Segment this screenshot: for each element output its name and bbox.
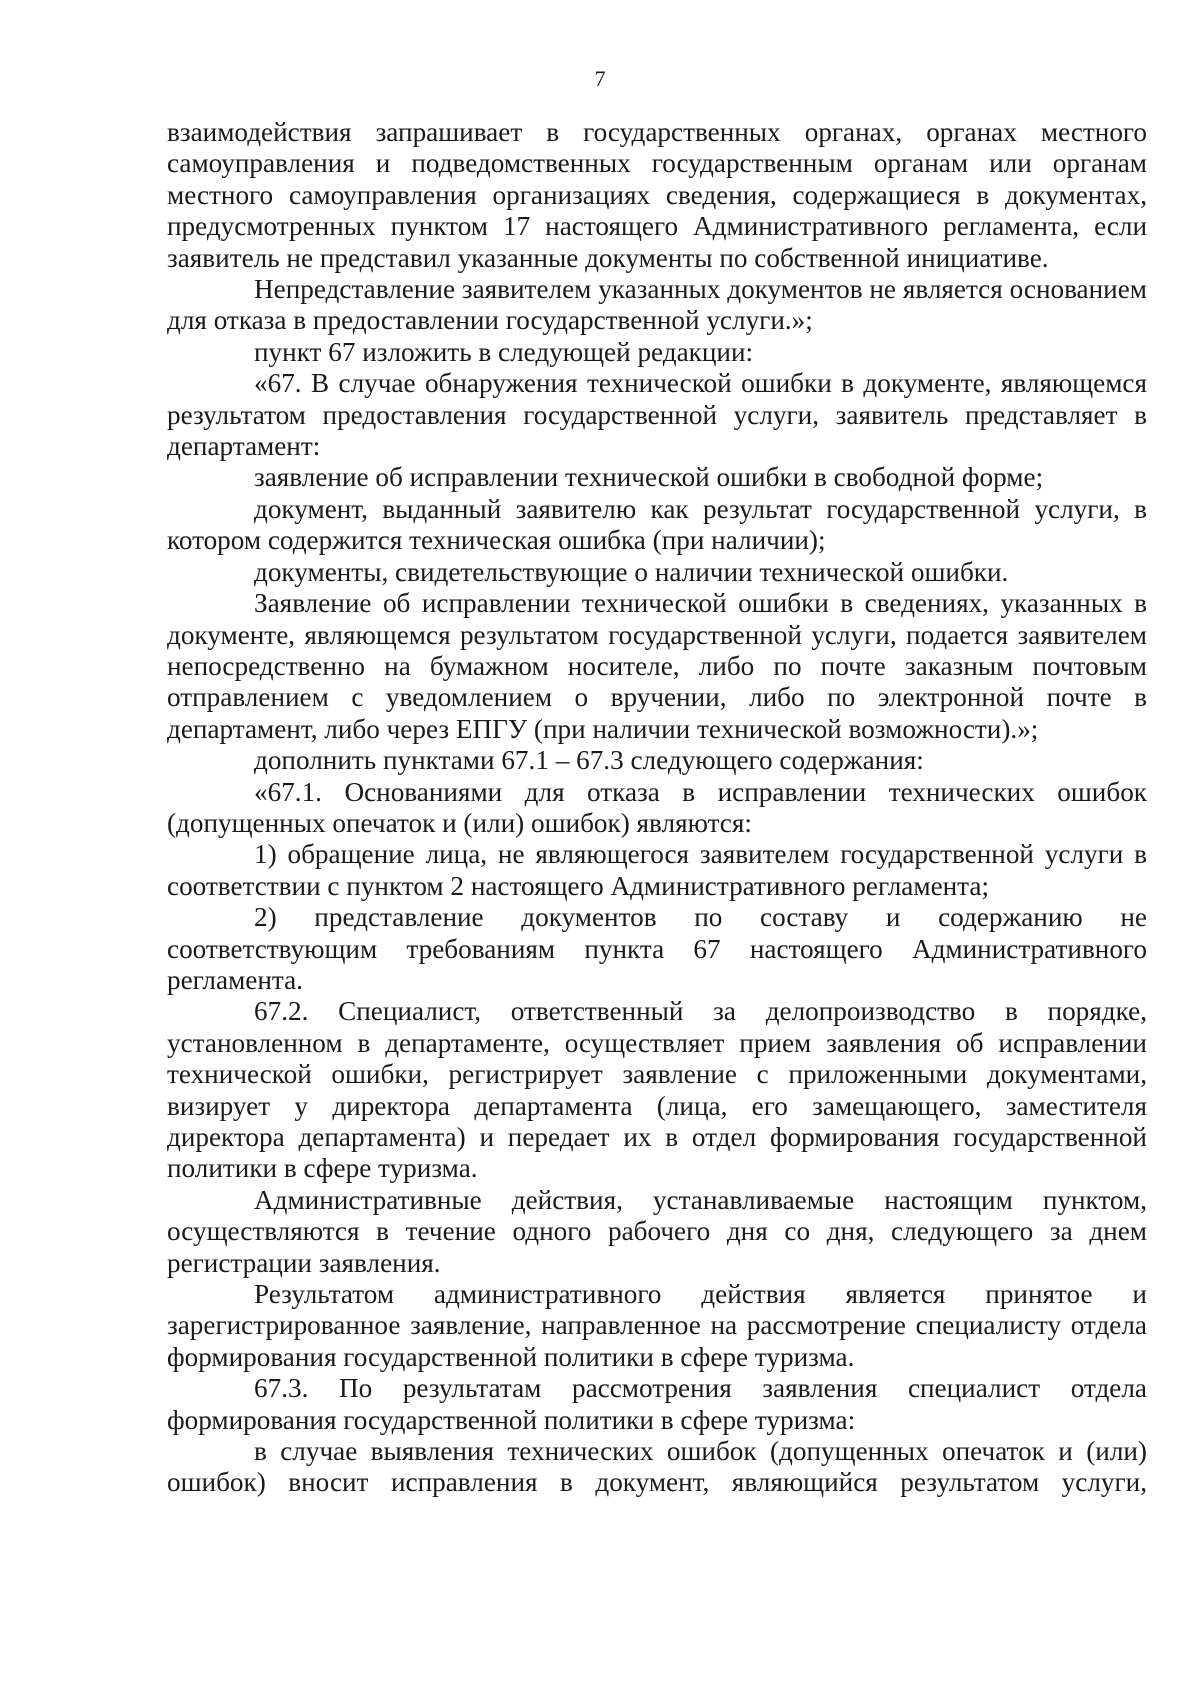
paragraph: документ, выданный заявителю как результат государственной услуги, в котором содержится техническая ошибка (при наличии); bbox=[167, 493, 1147, 556]
paragraph: взаимодействия запрашивает в государственных органах, органах местного самоуправления и подведомственных государственным органам или органам местного самоуправления организациях сведения, содержащиеся в документах, предусмотренных пунктом 17 настоящего Административного регламента, если заявитель не представил указанные документы по собственной инициативе. bbox=[167, 117, 1147, 273]
paragraph: Непредставление заявителем указанных документов не является основанием для отказа в предоставлении государственной услуги.»; bbox=[167, 274, 1147, 336]
paragraph: 2) представление документов по составу и содержанию не соответствующим требованиям пункта 67 настоящего Административного регламента. bbox=[167, 902, 1147, 995]
paragraph: 67.2. Специалист, ответственный за делопроизводство в порядке, установленном в департаменте, осуществляет прием заявления об исправлении технической ошибки, регистрирует заявление с приложенными документами, визирует у директора департамента (лица, его замещающего, заместителя директора департамента) и передает их в отдел формирования государственной политики в сфере туризма. bbox=[167, 996, 1147, 1184]
paragraph: 1) обращение лица, не являющегося заявителем государственной услуги в соответствии с пунктом 2 настоящего Административного регламента; bbox=[167, 839, 1147, 901]
page-number: 7 bbox=[594, 66, 606, 91]
paragraph: Заявление об исправлении технической ошибки в сведениях, указанных в документе, являющемся результатом государственной услуги, подается заявителем непосредственно на бумажном носителе, либо по почте заказным почтовым отправлением с уведомлением о вручении, либо по электронной почте в департамент, либо через ЕПГУ (при наличии технической возможности).»; bbox=[167, 588, 1147, 744]
paragraph: дополнить пунктами 67.1 – 67.3 следующего содержания: bbox=[254, 745, 924, 776]
paragraph: «67.1. Основаниями для отказа в исправлении технических ошибок (допущенных опечаток и (или) ошибок) являются: bbox=[167, 776, 1147, 838]
paragraph: 67.3. По результатам рассмотрения заявления специалист отдела формирования государственной политики в сфере туризма: bbox=[167, 1373, 1147, 1435]
paragraph: пункт 67 изложить в следующей редакции: bbox=[254, 336, 754, 367]
paragraph: Административные действия, устанавливаемые настоящим пунктом, осуществляются в течение одного рабочего дня со дня, следующего за днем регистрации заявления. bbox=[167, 1184, 1147, 1278]
paragraph: в случае выявления технических ошибок (допущенных опечаток и (или) ошибок) вносит исправления в документ, являющийся результатом услуги, bbox=[167, 1436, 1147, 1498]
paragraph: «67. В случае обнаружения технической ошибки в документе, являющемся результатом предоставления государственной услуги, заявитель представляет в департамент: bbox=[167, 368, 1147, 462]
paragraph: Результатом административного действия является принятое и зарегистрированное заявление, направленное на рассмотрение специалисту отдела формирования государственной политики в сфере туризма. bbox=[167, 1279, 1147, 1372]
document-body bbox=[167, 117, 1147, 1499]
paragraph: документы, свидетельствующие о наличии технической ошибки. bbox=[254, 556, 1009, 587]
paragraph: заявление об исправлении технической ошибки в свободной форме; bbox=[254, 462, 1044, 493]
